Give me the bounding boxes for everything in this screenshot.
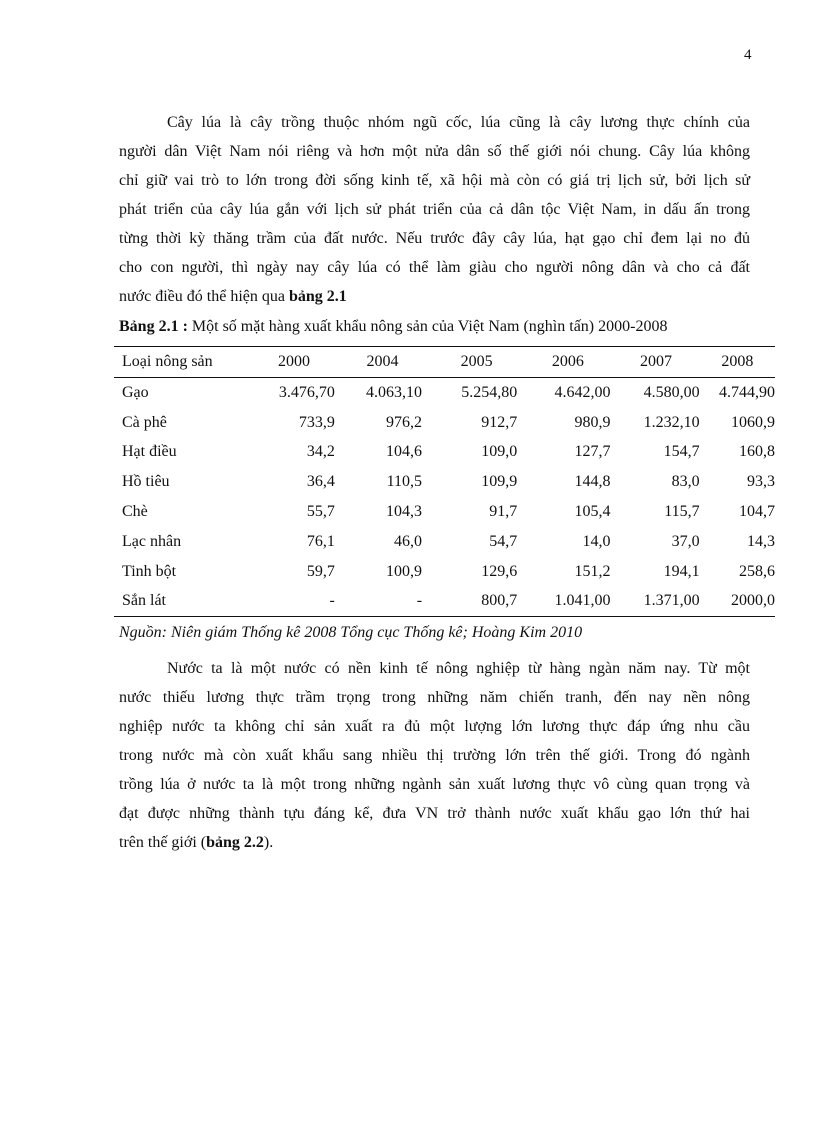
paragraph-line: nghiệp nước ta không chỉ sản xuất ra đủ một lượng lớn lương thực đáp ứng nhu cầu [119,718,750,735]
header-cell: 2008 [700,347,775,378]
value-cell: 154,7 [663,443,700,461]
product-name-cell: Hạt điều [122,443,177,461]
header-cell: 2000 [253,347,335,378]
table-row [114,378,775,408]
value-cell: 194,1 [663,562,700,580]
paragraph-line: phát triển của cây lúa gắn với lịch sử phát triển của cả dân tộc Việt Nam, in dấu ấn trong [119,201,750,218]
paragraph-line: nước điều đó thể hiện qua bảng 2.1 [119,288,347,305]
table-reference: bảng 2.2 [206,834,264,851]
value-cell: 976,2 [386,413,423,431]
value-cell: 91,7 [489,503,518,521]
value-cell: 83,0 [671,473,700,491]
header-cell: 2007 [612,347,699,378]
value-cell: 46,0 [394,532,423,550]
table-caption-text: Một số mặt hàng xuất khẩu nông sản của Việt Nam (nghìn tấn) 2000-2008 [187,318,668,335]
value-cell: 912,7 [481,413,518,431]
table-row [114,527,775,557]
paragraph-line: Nước ta là một nước có nền kinh tế nông nghiệp từ hàng ngàn năm nay. Từ một [167,660,750,677]
value-cell: 144,8 [574,473,611,491]
value-cell: 4.642,00 [554,383,611,401]
product-name-cell: Hồ tiêu [122,473,170,491]
value-cell: 93,3 [747,473,775,491]
header-cell: 2004 [335,347,430,378]
value-cell: 59,7 [306,562,335,580]
product-name-cell: Chè [122,503,148,521]
value-cell: 3.476,70 [278,383,335,401]
table-reference: bảng 2.1 [288,288,347,305]
value-cell: 1.371,00 [643,592,700,610]
paragraph-line: trong nước mà còn xuất khẩu sang nhiều thị trường lớn trên thế giới. Trong đó ngành [119,747,750,764]
page-number: 4 [744,47,752,63]
value-cell: 258,6 [739,562,775,580]
value-cell: 1.232,10 [643,413,700,431]
value-cell: - [416,592,423,610]
value-cell: 115,7 [664,503,700,521]
value-cell: 800,7 [481,592,518,610]
value-cell: 129,6 [481,562,518,580]
value-cell: 14,3 [747,532,775,550]
value-cell: 109,9 [481,473,518,491]
paragraph-line: chỉ giữ vai trò to lớn trong đời sống kinh tế, xã hội mà còn có giá trị lịch sử, bởi lịch sử [119,172,750,189]
value-cell: 104,6 [386,443,423,461]
paragraph-line: nước thiếu lương thực trầm trọng trong những năm chiến tranh, đến nay nền nông [119,689,750,706]
value-cell: 14,0 [582,532,611,550]
table-row [114,587,775,617]
header-cell: 2006 [523,347,612,378]
paragraph-line: Cây lúa là cây trồng thuộc nhóm ngũ cốc, lúa cũng là cây lương thực chính của [167,114,750,131]
source-note: Nguồn: Niên giám Thống kê 2008 Tổng cục Thống kê; Hoàng Kim 2010 [119,624,583,641]
value-cell: 76,1 [306,532,335,550]
product-name-cell: Sắn lát [122,592,166,610]
value-cell: 34,2 [306,443,335,461]
header-cell: Loại nông sản [114,347,253,378]
export-table [114,346,775,617]
value-cell: 105,4 [574,503,611,521]
value-cell: 37,0 [671,532,700,550]
product-name-cell: Cà phê [122,413,167,431]
value-cell: 109,0 [481,443,518,461]
value-cell: 1060,9 [731,413,775,431]
value-cell: 980,9 [574,413,611,431]
table-row [114,467,775,497]
table-row [114,408,775,438]
value-cell: 127,7 [574,443,611,461]
value-cell: 4.744,90 [719,383,775,401]
value-cell: 104,3 [386,503,423,521]
value-cell: 151,2 [574,562,611,580]
table-caption [119,318,667,336]
value-cell: 2000,0 [731,592,775,610]
value-cell: 4.580,00 [643,383,700,401]
value-cell: 1.041,00 [554,592,611,610]
value-cell: 733,9 [298,413,335,431]
table-row [114,557,775,587]
product-name-cell: Lạc nhân [122,532,182,550]
value-cell: 54,7 [489,532,518,550]
paragraph-line: trên thế giới (bảng 2.2). [119,834,274,851]
table-header-row [114,347,775,378]
paragraph-line: trồng lúa ở nước ta là một trong những ngành sản xuất lương thực vô cùng quan trọng và [119,776,750,793]
second-paragraph [119,654,750,857]
paragraph-line: từng thời kỳ thăng trầm của đất nước. Nếu trước đây cây lúa, hạt gạo chỉ đem lại no đủ [119,230,750,247]
value-cell: 55,7 [306,503,335,521]
value-cell: 5.254,80 [461,383,518,401]
table-row [114,438,775,468]
table-caption-label: Bảng 2.1 : [119,318,188,335]
value-cell: 100,9 [386,562,423,580]
value-cell: 36,4 [306,473,335,491]
paragraph-line: người dân Việt Nam nói riêng và hơn một nửa dân số thế giới nói chung. Cây lúa không [119,143,750,160]
product-name-cell: Gạo [122,383,149,401]
intro-paragraph [119,108,750,311]
value-cell: 4.063,10 [366,383,423,401]
paragraph-line: đạt được những thành tựu đáng kể, đưa VN trở thành nước xuất khẩu gạo lớn thứ hai [119,805,750,822]
value-cell: 110,5 [386,473,423,491]
product-name-cell: Tinh bột [122,562,177,580]
paragraph-line: cho con người, thì ngày nay cây lúa có thể làm giàu cho người nông dân và cho cả đất [119,259,750,276]
header-cell: 2005 [430,347,523,378]
value-cell: 104,7 [739,503,775,521]
table-row [114,497,775,527]
value-cell: - [329,592,335,610]
value-cell: 160,8 [739,443,775,461]
